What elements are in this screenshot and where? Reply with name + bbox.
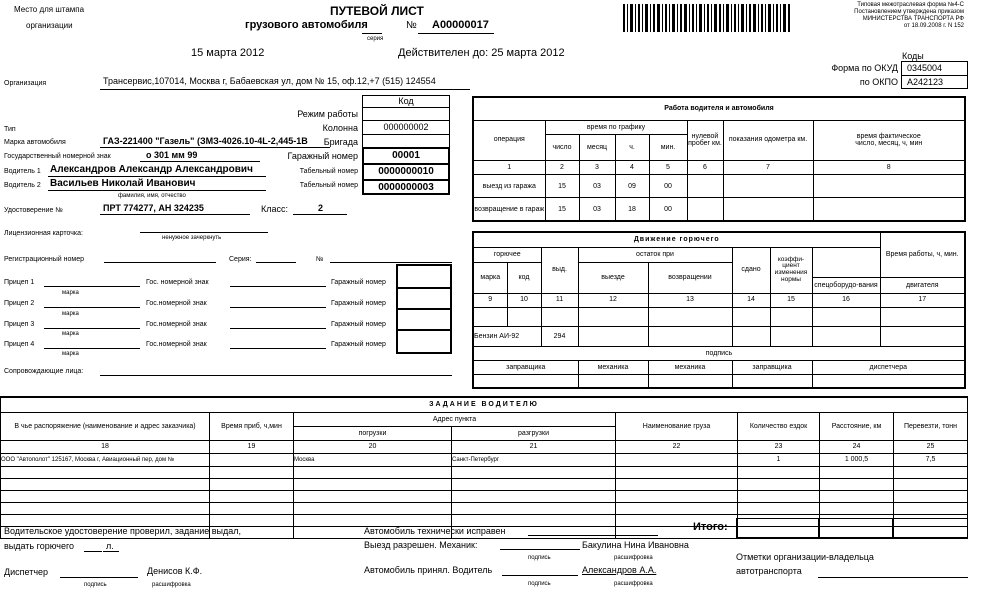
reg-label: Регистрационный номер [4,256,84,263]
task-cell [616,491,738,503]
trailer4-plate-label: Гос.номерной знак [146,341,207,348]
work-num: 3 [579,160,615,175]
fuel-cell [578,307,648,327]
trailer3-plate-underline [230,328,326,329]
fuel-cell [578,327,648,347]
task-cell [616,503,738,515]
task-cell [452,467,616,479]
fuel-num: 10 [507,293,541,307]
work-row-return-hour: 18 [615,198,649,221]
task-cell [894,479,968,491]
garage-label: Гаражный номер [287,151,358,161]
issue-date: 15 марта 2012 [191,47,265,59]
task-h-cargo: Наименование груза [616,412,738,440]
total-label: Итого: [693,521,728,533]
work-h-month: месяц [579,135,615,160]
series-field-label: Серия: [229,256,252,263]
trailer4-label: Прицеп 4 [4,341,35,348]
driver2-label: Водитель 2 [4,182,41,189]
work-h-day: число [545,135,579,160]
trailer4-underline [44,348,140,349]
work-h-operation: операция [473,120,545,160]
form-line-3: МИНИСТЕРСТВА ТРАНСПОРТА РФ [862,16,964,22]
task-num: 19 [210,441,294,454]
fuel-h-coef: коэффи-циент изменения нормы [770,247,812,293]
fuel-cell [648,327,732,347]
fuel-sign-title: подпись [473,346,965,360]
task-cell [738,467,820,479]
codes-divider [901,75,968,76]
fuel-sign-2: механика [578,361,648,375]
driver-sign-underline [502,575,578,576]
series-underline [362,33,382,34]
task-h-unload: разгрузки [452,426,616,440]
fuel-num: 17 [880,293,965,307]
trailer2-label: Прицеп 2 [4,300,35,307]
task-cell [294,491,452,503]
driver2-value: Васильев Николай Иванович [50,178,196,189]
work-row-return-min: 00 [649,198,687,221]
trailer4-garage-label: Гаражный номер [331,341,386,348]
fuel-h-code: код [507,263,541,294]
fuel-num: 11 [541,293,578,307]
column-value: 000000002 [383,122,429,132]
class-underline [293,214,347,215]
brand-underline [100,147,330,148]
lic-card-underline [140,232,268,233]
task-cell [1,479,210,491]
trailer1-plate-label: Гос. номерной знак [146,279,209,286]
fuel-sign-3: механика [648,361,732,375]
license-label: Удостоверение № [4,207,63,214]
footer-driver-name: Александров А.А. [582,565,657,575]
trailer1-garage-label: Гаражный номер [331,279,386,286]
fuel-h-worktime: Время работы, ч, мин. [880,232,965,278]
fuel-sign-5: диспетчера [812,361,965,375]
work-num: 8 [813,160,965,175]
task-cell [738,491,820,503]
fuel-cell [880,307,965,327]
number-underline [418,33,494,34]
mechanic-sign-underline [500,549,580,550]
total-div1 [818,518,819,538]
fuel-cell [732,307,770,327]
license-underline [100,214,250,215]
work-num: 6 [687,160,723,175]
class-label: Класс: [261,204,288,214]
escort-label: Сопровождающие лица: [4,368,84,375]
fuel-amount: 294 [541,327,578,347]
task-cell [820,467,894,479]
work-cell [723,198,813,221]
task-row-trips: 1 [738,454,820,467]
work-title: Работа водителя и автомобиля [473,97,965,120]
footer-accepted: Автомобиль принял. Водитель [364,565,493,575]
fuel-cell [473,375,578,388]
trailer2-plate-label: Гос.номерной знак [146,300,207,307]
fuel-table [472,231,966,389]
work-row-exit-day: 15 [545,175,579,198]
work-table [472,96,966,222]
org-label: Организация [4,80,47,87]
fuel-cell [770,307,812,327]
dispatcher-decode-hint: расшифровка [152,582,191,588]
fuel-num: 12 [578,293,648,307]
trailer2-plate-underline [230,307,326,308]
valid-until: Действителен до: 25 марта 2012 [398,47,565,59]
footer-dispatcher-label: Диспетчер [4,567,49,577]
work-h-zero: нулевой пробег км. [687,120,723,160]
trailer1-hint: марка [62,290,79,296]
work-h-actual: время фактическое число, месяц, ч, мин [813,120,965,160]
footer-issue-fuel: выдать горючего [4,541,75,551]
task-h-tons: Перевезти, тонн [894,412,968,440]
trailer1-plate-underline [230,286,326,287]
work-num: 5 [649,160,687,175]
trailer2-garage-label: Гаражный номер [331,300,386,307]
org-value: Трансервис,107014, Москва г, Бабаевская ул, дом № 15, оф.12,+7 (515) 124554 [103,76,436,86]
fuel-h-special: спецоборудо-вания [812,278,880,293]
work-row-exit-op: выезд из гаража [473,175,545,198]
okpo-value: A242123 [907,77,944,87]
task-cell [616,467,738,479]
task-cell [294,514,452,526]
tab2-label: Табельный номер [299,182,358,189]
fio-hint: фамилия, имя, отчество [118,193,186,199]
form-line-1: Типовая межотраслевая форма №4-С [857,2,964,8]
fuel-h-out: выезде [578,263,648,294]
fuel-cell [880,327,965,347]
fuel-cell [473,307,507,327]
garage-divider [362,163,450,165]
work-cell [813,175,965,198]
plate-value: о 301 мм 99 [146,150,198,160]
task-num: 18 [1,441,210,454]
document-number: А00000017 [432,19,489,31]
no-field-underline [330,262,452,263]
trailer-garage-div2 [396,308,452,310]
trailer1-underline [44,286,140,287]
driver1-underline [48,176,266,177]
mode-cell [362,107,450,121]
fuel-cell [732,327,770,347]
task-cell [210,454,294,467]
fuel-cell [507,307,541,327]
task-cell [820,479,894,491]
brigade-cell [362,134,450,148]
trailer4-plate-underline [230,348,326,349]
work-num: 4 [615,160,649,175]
lic-card-hint: ненужное зачеркнуть [162,235,222,241]
work-h-min: мин. [649,135,687,160]
marks-underline [818,577,968,578]
work-row-exit-min: 00 [649,175,687,198]
footer-exit-allowed: Выезд разрешен. Механик: [364,540,478,550]
task-cell [294,467,452,479]
brand-value: ГАЗ-221400 "Газель" (ЗМЗ-4026.10-4L-2,445-1В [103,136,308,146]
trailer-garage-div1 [396,287,452,289]
task-cell [210,514,294,526]
work-row-return-month: 03 [579,198,615,221]
work-cell [723,175,813,198]
fuel-cell [770,327,812,347]
barcode-image [623,4,790,34]
task-h-customer: В чье распоряжение (наименование и адрес заказчика) [1,412,210,440]
trailer4-hint: марка [62,351,79,357]
work-cell [687,198,723,221]
lic-card-label: Лицензионная карточка: [4,230,83,237]
mode-label: Режим работы [297,109,358,119]
task-cell [894,491,968,503]
task-h-arrival: Время приб, ч,мин [210,412,294,440]
fuel-num: 15 [770,293,812,307]
fuel-cell [812,307,880,327]
driver-decode-hint: расшифровка [614,581,653,587]
mechanic-sign-hint: подпись [528,555,551,561]
work-row-exit-hour: 09 [615,175,649,198]
trailer3-hint: марка [62,331,79,337]
type-label: Тип [4,126,16,133]
work-row-return-day: 15 [545,198,579,221]
task-cell [1,491,210,503]
brand-label: Марка автомобиля [4,139,66,146]
footer-mechanic-name: Бакулина Нина Ивановна [582,540,689,550]
driver2-underline [48,190,266,191]
trailer1-label: Прицеп 1 [4,279,35,286]
fuel-num: 16 [812,293,880,307]
task-cell [452,503,616,515]
task-num: 21 [452,441,616,454]
fuel-amount-underline [84,551,102,552]
task-h-address: Адрес пункта [294,412,616,426]
task-cell [210,479,294,491]
task-h-load: погрузки [294,426,452,440]
fuel-h-engine: двигателя [880,278,965,293]
task-row-customer: ООО "Автополот" 125167, Москва г, Авиационный пер, дом № [1,454,210,467]
footer-checked: Водительское удостоверение проверил, задание выдал, [4,526,241,536]
footer-liters: л. [106,541,114,551]
work-h-odo: показания одометра км. [723,120,813,160]
task-num: 24 [820,441,894,454]
escort-underline [100,375,452,376]
tab2-value: 0000000003 [378,182,434,193]
stamp-place-label: Место для штампа [14,5,85,14]
work-h-schedule: время по графику [545,120,687,135]
task-cell [452,479,616,491]
total-div2 [892,518,893,538]
no-field-label: № [316,256,324,263]
task-cell [294,479,452,491]
fuel-num: 9 [473,293,507,307]
garage-value: 00001 [392,150,420,161]
trailer3-label: Прицеп 3 [4,321,35,328]
task-cell [1,503,210,515]
liters-underline [103,551,119,552]
fuel-cell [578,375,648,388]
plate-label: Государственный номерной знак [4,153,111,160]
task-cell [616,479,738,491]
number-label: № [406,20,417,31]
task-h-distance: Расстояние, км [820,412,894,440]
fuel-sign-4: заправщика [732,361,812,375]
task-cell [1,467,210,479]
task-num: 25 [894,441,968,454]
fuel-cell [812,327,880,347]
total-box [736,518,968,538]
task-cell [210,467,294,479]
code-header-label: Код [398,96,414,106]
task-row-unload: Санкт-Петербург [452,454,616,467]
driver1-value: Александров Александр Александрович [50,164,253,175]
work-h-hour: ч. [615,135,649,160]
work-row-return-op: возвращение в гараж [473,198,545,221]
class-value: 2 [318,203,324,213]
brigade-label: Бригада [323,137,358,147]
fuel-h-fuel: горючее [473,247,541,262]
task-title: ЗАДАНИЕ ВОДИТЕЛЮ [1,397,968,412]
work-cell [687,175,723,198]
task-cell [894,503,968,515]
fuel-num: 14 [732,293,770,307]
work-num: 7 [723,160,813,175]
task-cell [738,503,820,515]
trailer3-plate-label: Гос.номерной знак [146,321,207,328]
task-cell [738,479,820,491]
trailer2-underline [44,307,140,308]
task-num: 22 [616,441,738,454]
fuel-cell [812,247,880,278]
stamp-org-label: организации [26,21,73,30]
codes-label: Коды [902,51,924,61]
series-field-underline [256,262,296,263]
tab1-label: Табельный номер [299,168,358,175]
fuel-h-given: сдано [732,247,770,293]
task-row-distance: 1 000,5 [820,454,894,467]
fuel-name: Бензин АИ-92 [473,327,541,347]
fuel-h-issued: выд. [541,247,578,293]
task-cell [894,467,968,479]
work-cell [813,198,965,221]
driver-sign-hint: подпись [528,581,551,587]
task-cell [616,454,738,467]
task-row-load: Москва [294,454,452,467]
fuel-cell [648,375,732,388]
footer-dispatcher-name: Денисов К.Ф. [147,566,203,576]
driver1-label: Водитель 1 [4,168,41,175]
org-underline [100,89,470,90]
form-line-2: Постановлением утверждена приказом [854,9,964,15]
fuel-sign-1: заправщика [473,361,578,375]
reg-underline [104,262,216,263]
fuel-h-brand: марка [473,263,507,294]
fuel-num: 13 [648,293,732,307]
work-num: 1 [473,160,545,175]
task-h-trips: Количество ездок [738,412,820,440]
fuel-title: Движение горючего [473,232,880,247]
footer-marks: Отметки организации-владельца [736,552,874,562]
task-cell [210,491,294,503]
fuel-cell [648,307,732,327]
fuel-cell [541,307,578,327]
trailer2-hint: марка [62,311,79,317]
task-num: 23 [738,441,820,454]
mechanic-decode-hint: расшифровка [614,555,653,561]
trailer3-underline [44,328,140,329]
task-cell [452,514,616,526]
trailer3-garage-label: Гаражный номер [331,321,386,328]
footer-tech-ok: Автомобиль технически исправен [364,526,506,536]
fuel-h-return: возвращении [648,263,732,294]
task-row-tons: 7,5 [894,454,968,467]
okpo-label: по ОКПО [859,77,898,87]
tech-ok-underline [528,535,658,536]
fuel-cell [812,375,965,388]
work-num: 2 [545,160,579,175]
tab-divider [362,179,450,181]
dispatcher-sign-hint: подпись [84,582,107,588]
form-line-4: от 18.09.2008 г. N 152 [903,23,964,29]
tab1-value: 0000000010 [378,166,434,177]
dispatcher-sign-underline [60,577,138,578]
work-row-exit-month: 03 [579,175,615,198]
okud-value: 0345004 [907,63,943,73]
document-subtitle: грузового автомобиля [245,19,368,31]
plate-underline [140,161,260,162]
license-value: ПРТ 774277, АН 324235 [103,203,204,213]
fuel-cell [732,375,812,388]
footer-transport: автотранспорта [736,566,802,576]
task-cell [820,491,894,503]
task-num: 20 [294,441,452,454]
document-title: ПУТЕВОЙ ЛИСТ [330,4,424,18]
task-cell [452,491,616,503]
okud-label: Форма по ОКУД [831,63,898,73]
task-cell [1,514,210,526]
series-label: серия [367,36,384,42]
fuel-h-remain: остаток при [578,247,732,262]
column-label: Колонна [322,123,358,133]
trailer-garage-div3 [396,329,452,331]
task-cell [210,503,294,515]
task-cell [294,503,452,515]
task-cell [820,503,894,515]
